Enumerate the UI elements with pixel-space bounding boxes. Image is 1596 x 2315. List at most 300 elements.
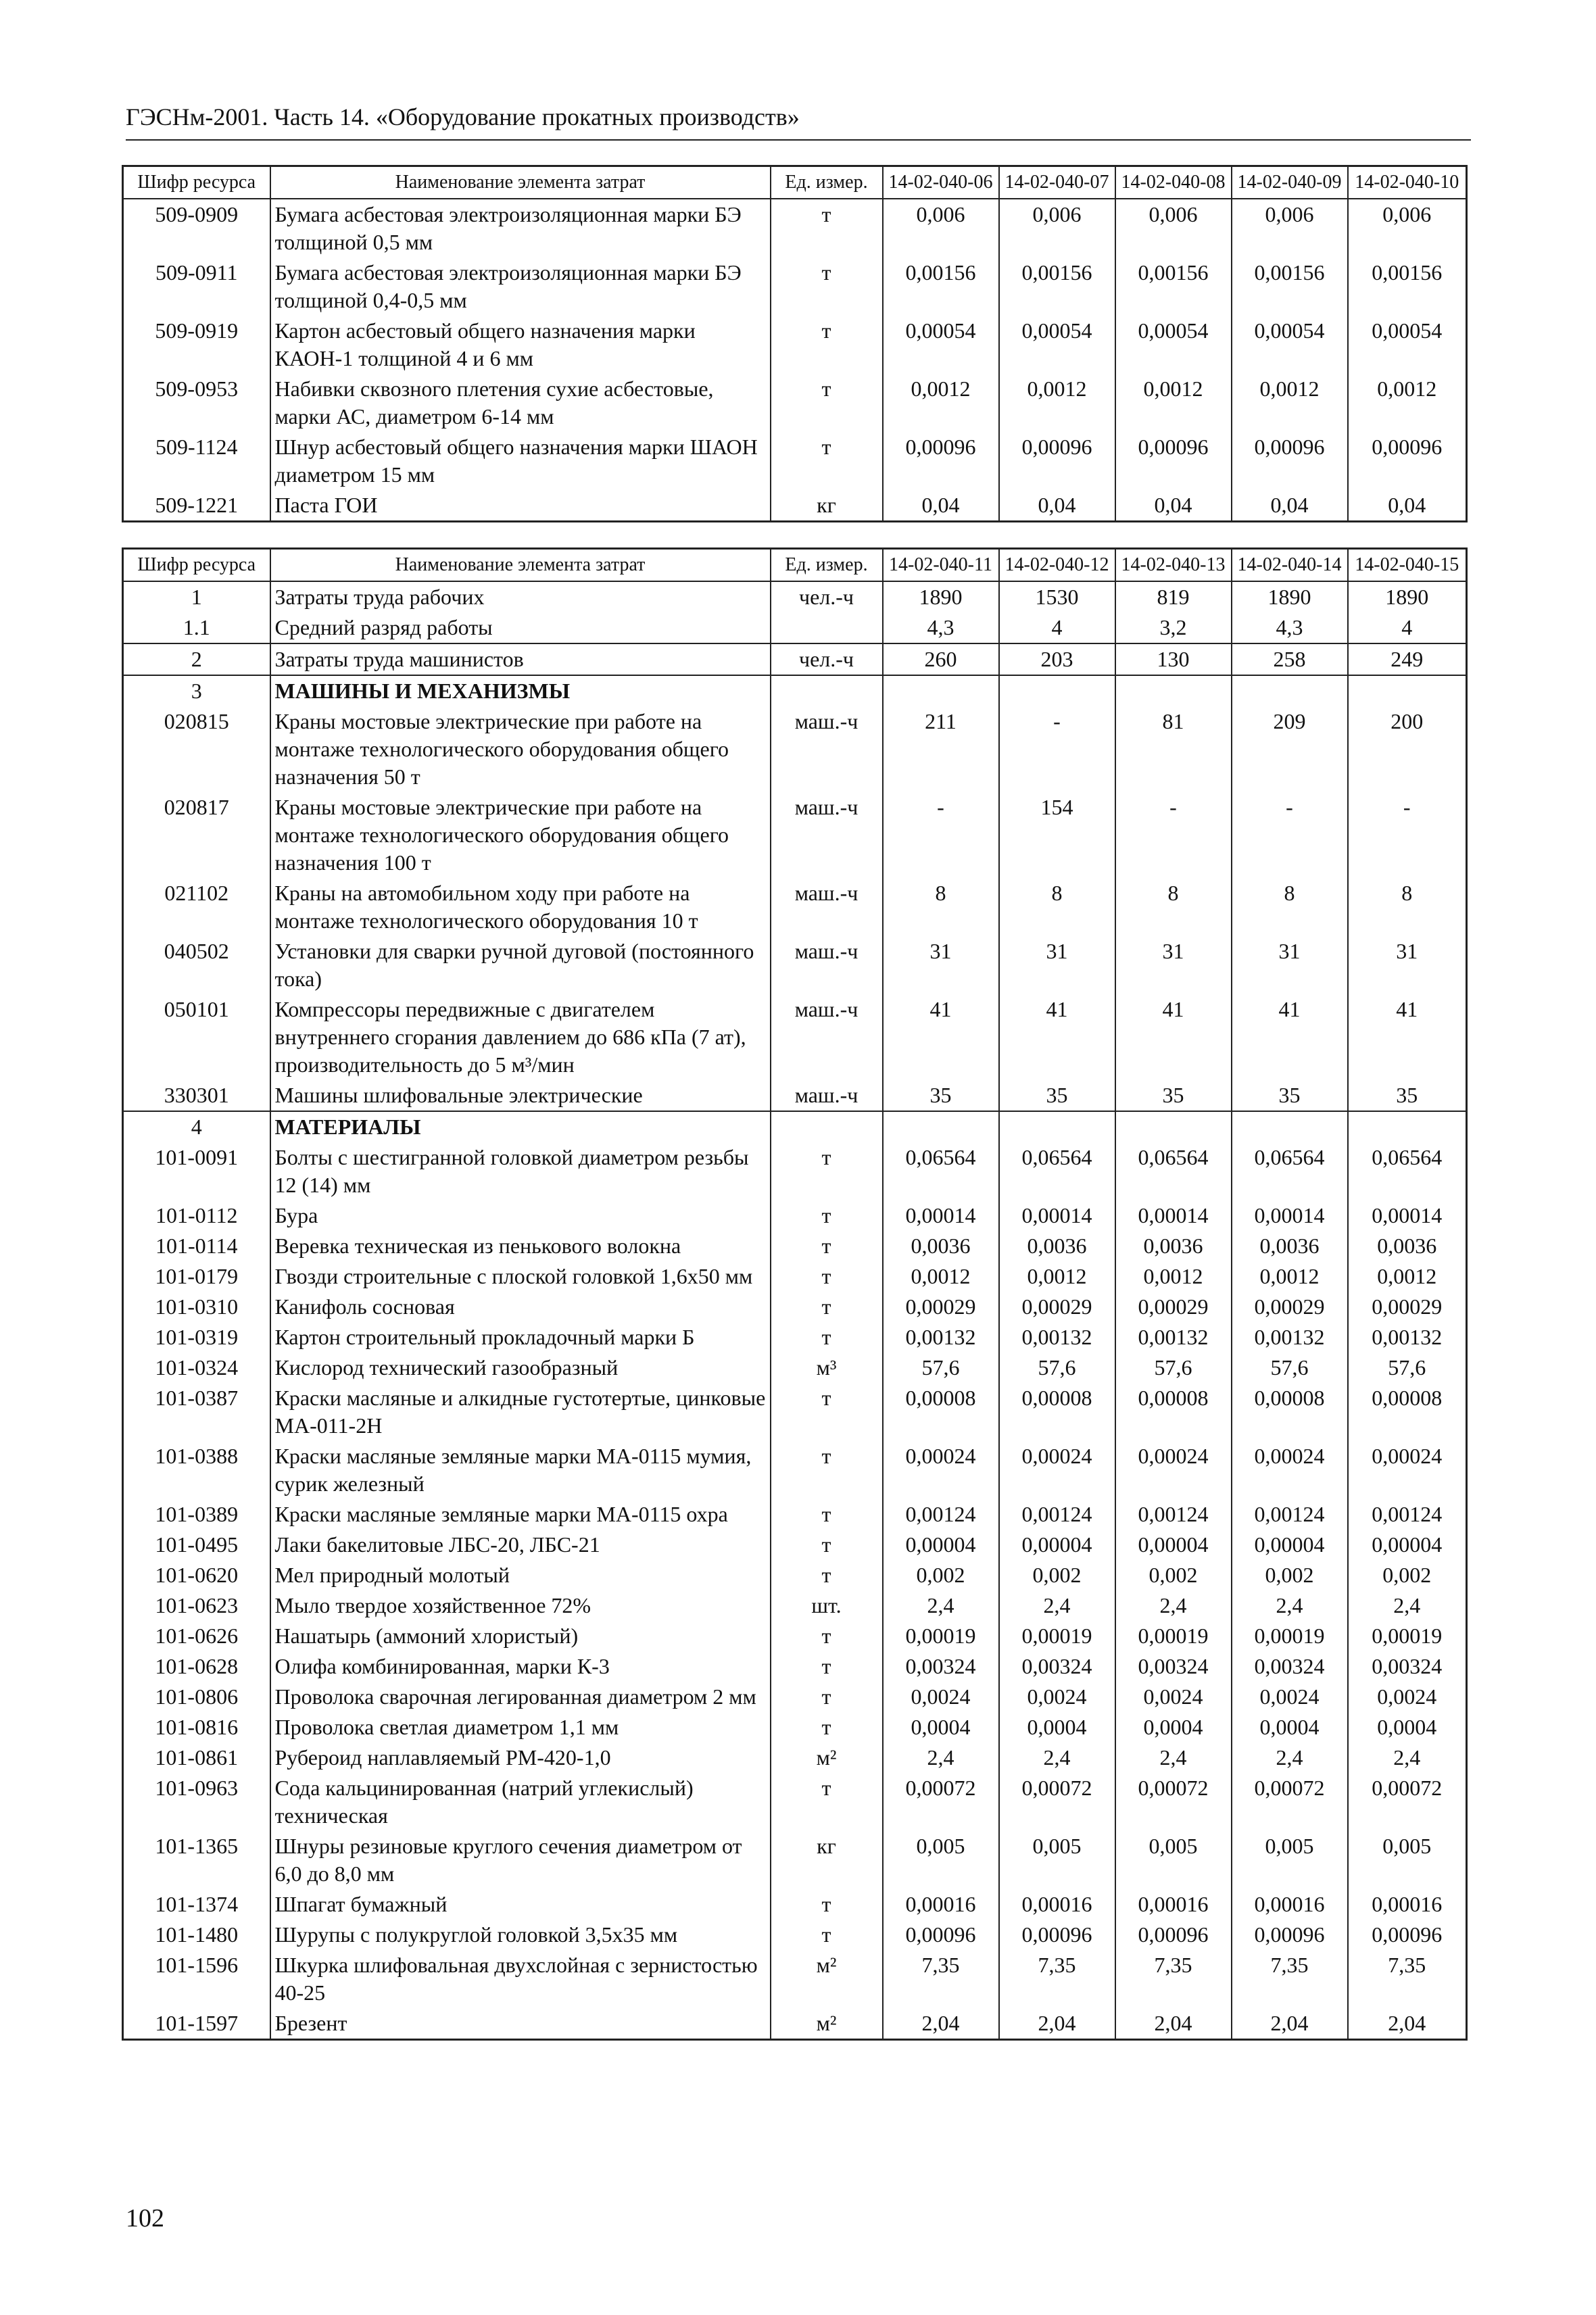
value-cell: 57,6 [883, 1353, 999, 1383]
value-cell: 209 [1232, 706, 1348, 792]
value-cell: 2,4 [1115, 1590, 1232, 1621]
unit-cell: т [771, 1231, 883, 1261]
table-row [123, 432, 1467, 490]
value-cell: 0,0012 [1115, 374, 1232, 432]
table-row [123, 1831, 1467, 1889]
resource-name-cell: Проволока светлая диаметром 1,1 мм [270, 1712, 771, 1743]
value-cell: 35 [1115, 1080, 1232, 1111]
value-cell: - [1232, 792, 1348, 878]
resource-name-cell: Брезент [270, 2008, 771, 2040]
value-cell: 0,002 [999, 1560, 1115, 1590]
value-cell: 0,00004 [1115, 1530, 1232, 1560]
unit-cell: т [771, 316, 883, 374]
resource-code-cell: 101-1597 [123, 2008, 270, 2040]
table-2-body [123, 581, 1467, 2040]
value-cell: 0,00096 [1115, 432, 1232, 490]
resource-code-cell: 509-0909 [123, 199, 270, 258]
table-row [123, 1292, 1467, 1322]
value-cell: 0,0012 [999, 374, 1115, 432]
resource-name-cell: Краны мостовые электрические при работе на монтаже технологического оборудования общего назначения 50 т [270, 706, 771, 792]
value-cell: 0,005 [883, 1831, 999, 1889]
unit-cell: м² [771, 1950, 883, 2008]
resource-code-cell: 509-1221 [123, 490, 270, 522]
unit-cell: маш.-ч [771, 936, 883, 994]
value-cell: 0,00016 [1232, 1889, 1348, 1920]
resource-name-cell: Кислород технический газообразный [270, 1353, 771, 1383]
value-cell: 31 [883, 936, 999, 994]
value-cell: 1890 [1348, 581, 1467, 612]
value-cell: 0,00024 [999, 1441, 1115, 1499]
value-cell: 7,35 [1115, 1950, 1232, 2008]
resource-name-cell: Веревка техническая из пенькового волокна [270, 1231, 771, 1261]
value-cell: 0,0004 [1348, 1712, 1467, 1743]
table-row [123, 1651, 1467, 1682]
value-cell: 4,3 [1232, 612, 1348, 643]
unit-cell: шт. [771, 1590, 883, 1621]
table-1-body [123, 199, 1467, 522]
table-row [123, 792, 1467, 878]
value-cell: 0,00096 [1232, 432, 1348, 490]
resource-name-cell: Гвозди строительные с плоской головкой 1,6x50 мм [270, 1261, 771, 1292]
value-cell: 0,00156 [883, 258, 999, 316]
table-row [123, 1322, 1467, 1353]
table-row [123, 612, 1467, 643]
resource-name-cell: Средний разряд работы [270, 612, 771, 643]
table-row [123, 936, 1467, 994]
unit-cell: т [771, 1200, 883, 1231]
value-cell: 0,006 [999, 199, 1115, 258]
table-row [123, 258, 1467, 316]
resource-code-cell: 2 [123, 643, 270, 675]
value-cell: 2,4 [1115, 1743, 1232, 1773]
resource-code-cell: 101-0628 [123, 1651, 270, 1682]
value-cell: 0,00054 [1348, 316, 1467, 374]
resource-name-cell: Картон асбестовый общего назначения марки КАОН-1 толщиной 4 и 6 мм [270, 316, 771, 374]
unit-cell: т [771, 1322, 883, 1353]
unit-cell: т [771, 1142, 883, 1200]
value-cell: 2,04 [1115, 2008, 1232, 2040]
col-header-value: 14-02-040-13 [1115, 549, 1232, 582]
resource-name-cell: Затраты труда машинистов [270, 643, 771, 675]
value-cell: 0,00096 [1115, 1920, 1232, 1950]
table-row [123, 1590, 1467, 1621]
value-cell: 0,00072 [883, 1773, 999, 1831]
resource-code-cell: 101-0324 [123, 1353, 270, 1383]
value-cell: 0,00054 [999, 316, 1115, 374]
table-row [123, 1353, 1467, 1383]
value-cell [1348, 1111, 1467, 1142]
value-cell: 0,00132 [883, 1322, 999, 1353]
resource-name-cell: Компрессоры передвижные с двигателем внутреннего сгорания давлением до 686 кПа (7 ат), производительность до 5 м³/мин [270, 994, 771, 1080]
unit-cell: т [771, 1889, 883, 1920]
unit-cell: м³ [771, 1353, 883, 1383]
value-cell: 81 [1115, 706, 1232, 792]
value-cell: 258 [1232, 643, 1348, 675]
value-cell: 0,005 [999, 1831, 1115, 1889]
value-cell: 57,6 [1348, 1353, 1467, 1383]
value-cell: 0,00016 [1115, 1889, 1232, 1920]
unit-cell [771, 675, 883, 706]
resource-name-cell: Машины шлифовальные электрические [270, 1080, 771, 1111]
value-cell: 0,06564 [1348, 1142, 1467, 1200]
value-cell: 8 [999, 878, 1115, 936]
value-cell: 0,00156 [999, 258, 1115, 316]
col-header-value: 14-02-040-15 [1348, 549, 1467, 582]
value-cell: 35 [999, 1080, 1115, 1111]
value-cell: 0,0004 [1232, 1712, 1348, 1743]
unit-cell: т [771, 1651, 883, 1682]
value-cell: 0,00132 [999, 1322, 1115, 1353]
col-header-name: Наименование элемента затрат [270, 549, 771, 582]
unit-cell: т [771, 1292, 883, 1322]
table-row [123, 643, 1467, 675]
value-cell: 31 [999, 936, 1115, 994]
value-cell [883, 675, 999, 706]
resource-name-cell: Установки для сварки ручной дуговой (постоянного тока) [270, 936, 771, 994]
value-cell: 1890 [883, 581, 999, 612]
resource-name-cell: Нашатырь (аммоний хлористый) [270, 1621, 771, 1651]
unit-cell: т [771, 1560, 883, 1590]
resource-code-cell: 101-0816 [123, 1712, 270, 1743]
resource-name-cell: Шурупы с полукруглой головкой 3,5x35 мм [270, 1920, 771, 1950]
value-cell: 8 [883, 878, 999, 936]
resource-name-cell: Картон строительный прокладочный марки Б [270, 1322, 771, 1353]
value-cell: 31 [1115, 936, 1232, 994]
resource-code-cell: 040502 [123, 936, 270, 994]
resource-name-cell: Краски масляные земляные марки МА-0115 охра [270, 1499, 771, 1530]
value-cell: 0,005 [1232, 1831, 1348, 1889]
resource-code-cell: 3 [123, 675, 270, 706]
value-cell: 7,35 [1232, 1950, 1348, 2008]
value-cell: 57,6 [1115, 1353, 1232, 1383]
value-cell: 2,4 [1232, 1590, 1348, 1621]
table-header-row [123, 166, 1467, 199]
resource-code-cell: 101-0623 [123, 1590, 270, 1621]
value-cell: 31 [1348, 936, 1467, 994]
unit-cell: чел.-ч [771, 643, 883, 675]
col-header-value: 14-02-040-09 [1232, 166, 1348, 199]
value-cell: 0,00024 [883, 1441, 999, 1499]
table-row [123, 1712, 1467, 1743]
value-cell: 0,00004 [883, 1530, 999, 1560]
value-cell: 0,00072 [1232, 1773, 1348, 1831]
value-cell [1232, 1111, 1348, 1142]
value-cell: 0,00324 [1232, 1651, 1348, 1682]
table-row [123, 1889, 1467, 1920]
value-cell: 0,00096 [883, 432, 999, 490]
value-cell: 2,4 [883, 1590, 999, 1621]
value-cell: 0,00054 [1115, 316, 1232, 374]
value-cell: 0,0012 [1115, 1261, 1232, 1292]
value-cell: 0,06564 [883, 1142, 999, 1200]
resource-code-cell: 509-1124 [123, 432, 270, 490]
value-cell: 0,00124 [999, 1499, 1115, 1530]
value-cell: 0,00029 [883, 1292, 999, 1322]
value-cell: 2,4 [1232, 1743, 1348, 1773]
resource-name-cell: Набивки сквозного плетения сухие асбестовые, марки АС, диаметром 6-14 мм [270, 374, 771, 432]
unit-cell: т [771, 1441, 883, 1499]
resource-code-cell: 101-0389 [123, 1499, 270, 1530]
table-row [123, 1261, 1467, 1292]
value-cell: 0,005 [1348, 1831, 1467, 1889]
value-cell: 7,35 [883, 1950, 999, 2008]
table-row [123, 1920, 1467, 1950]
table-row [123, 1560, 1467, 1590]
resource-name-cell: Олифа комбинированная, марки К-3 [270, 1651, 771, 1682]
resource-code-cell: 1 [123, 581, 270, 612]
value-cell: 0,00004 [1348, 1530, 1467, 1560]
value-cell: 8 [1348, 878, 1467, 936]
unit-cell: маш.-ч [771, 1080, 883, 1111]
table-row [123, 199, 1467, 258]
value-cell: 0,00132 [1232, 1322, 1348, 1353]
value-cell: 0,04 [999, 490, 1115, 522]
table-row [123, 1499, 1467, 1530]
resource-code-cell: 101-0114 [123, 1231, 270, 1261]
value-cell: 7,35 [999, 1950, 1115, 2008]
value-cell: 0,00008 [1115, 1383, 1232, 1441]
col-header-value: 14-02-040-06 [883, 166, 999, 199]
value-cell: 0,00054 [883, 316, 999, 374]
value-cell: 0,00014 [1115, 1200, 1232, 1231]
value-cell: 0,04 [1348, 490, 1467, 522]
value-cell: 0,00019 [883, 1621, 999, 1651]
value-cell: 1530 [999, 581, 1115, 612]
resource-code-cell: 101-0388 [123, 1441, 270, 1499]
value-cell: - [1115, 792, 1232, 878]
value-cell: 0,00124 [883, 1499, 999, 1530]
resource-code-cell: 101-0806 [123, 1682, 270, 1712]
resource-code-cell: 101-0620 [123, 1560, 270, 1590]
value-cell: 0,06564 [1232, 1142, 1348, 1200]
value-cell: 154 [999, 792, 1115, 878]
unit-cell: т [771, 1920, 883, 1950]
unit-cell: т [771, 1530, 883, 1560]
table-row [123, 1383, 1467, 1441]
resource-code-cell: 101-0091 [123, 1142, 270, 1200]
value-cell: 4 [999, 612, 1115, 643]
value-cell: 0,00014 [999, 1200, 1115, 1231]
value-cell: 0,00029 [999, 1292, 1115, 1322]
table-row [123, 1530, 1467, 1560]
value-cell: 0,00008 [999, 1383, 1115, 1441]
resource-table-2 [122, 547, 1468, 2041]
value-cell: 0,04 [1232, 490, 1348, 522]
value-cell: 0,0036 [883, 1231, 999, 1261]
value-cell: 2,04 [1348, 2008, 1467, 2040]
value-cell: 0,0024 [1115, 1682, 1232, 1712]
resource-name-cell: Бумага асбестовая электроизоляционная марки БЭ толщиной 0,4-0,5 мм [270, 258, 771, 316]
value-cell: 0,00124 [1232, 1499, 1348, 1530]
unit-cell: т [771, 258, 883, 316]
value-cell: 0,00324 [999, 1651, 1115, 1682]
value-cell: 0,00016 [1348, 1889, 1467, 1920]
col-header-value: 14-02-040-12 [999, 549, 1115, 582]
resource-name-cell: Шкурка шлифовальная двухслойная с зернистостью 40-25 [270, 1950, 771, 2008]
table-row [123, 490, 1467, 522]
value-cell: 0,00029 [1348, 1292, 1467, 1322]
value-cell: 0,0012 [883, 1261, 999, 1292]
value-cell: 0,00124 [1115, 1499, 1232, 1530]
value-cell: 0,0004 [999, 1712, 1115, 1743]
table-row [123, 1200, 1467, 1231]
value-cell: 2,04 [883, 2008, 999, 2040]
col-header-unit: Ед. измер. [771, 549, 883, 582]
value-cell: 41 [883, 994, 999, 1080]
resource-code-cell: 101-0963 [123, 1773, 270, 1831]
value-cell: 2,4 [999, 1743, 1115, 1773]
value-cell: 7,35 [1348, 1950, 1467, 2008]
value-cell: 0,0036 [1348, 1231, 1467, 1261]
value-cell: 41 [1348, 994, 1467, 1080]
value-cell: 0,006 [1348, 199, 1467, 258]
value-cell: 35 [883, 1080, 999, 1111]
header-divider [126, 139, 1471, 141]
value-cell: 0,0012 [999, 1261, 1115, 1292]
value-cell: 0,0012 [1232, 374, 1348, 432]
value-cell: 35 [1348, 1080, 1467, 1111]
resource-table-1 [122, 165, 1468, 522]
unit-cell: т [771, 1773, 883, 1831]
value-cell: 0,00004 [999, 1530, 1115, 1560]
resource-name-cell: МАТЕРИАЛЫ [270, 1111, 771, 1142]
value-cell: 0,00124 [1348, 1499, 1467, 1530]
value-cell: 0,04 [883, 490, 999, 522]
value-cell: 200 [1348, 706, 1467, 792]
value-cell: 0,00014 [1348, 1200, 1467, 1231]
resource-name-cell: Бура [270, 1200, 771, 1231]
value-cell: 211 [883, 706, 999, 792]
value-cell: - [883, 792, 999, 878]
value-cell: 819 [1115, 581, 1232, 612]
value-cell: 2,4 [1348, 1743, 1467, 1773]
col-header-value: 14-02-040-07 [999, 166, 1115, 199]
resource-name-cell: Проволока сварочная легированная диаметром 2 мм [270, 1682, 771, 1712]
value-cell: 0,00008 [1348, 1383, 1467, 1441]
value-cell: 0,00016 [999, 1889, 1115, 1920]
value-cell: 0,0012 [1348, 374, 1467, 432]
value-cell [1115, 675, 1232, 706]
resource-code-cell: 101-0319 [123, 1322, 270, 1353]
resource-code-cell: 101-0626 [123, 1621, 270, 1651]
value-cell: 249 [1348, 643, 1467, 675]
value-cell [999, 675, 1115, 706]
table-row [123, 1621, 1467, 1651]
unit-cell: т [771, 432, 883, 490]
unit-cell: т [771, 1383, 883, 1441]
resource-code-cell: 020815 [123, 706, 270, 792]
value-cell: 2,04 [999, 2008, 1115, 2040]
value-cell: 0,0004 [883, 1712, 999, 1743]
value-cell: 0,005 [1115, 1831, 1232, 1889]
value-cell: 0,0036 [1115, 1231, 1232, 1261]
table-row [123, 1231, 1467, 1261]
resource-code-cell: 101-0861 [123, 1743, 270, 1773]
value-cell: - [1348, 792, 1467, 878]
col-header-code: Шифр ресурса [123, 549, 270, 582]
value-cell: 4,3 [883, 612, 999, 643]
unit-cell: маш.-ч [771, 994, 883, 1080]
unit-cell: м² [771, 1743, 883, 1773]
unit-cell: кг [771, 490, 883, 522]
resource-name-cell: Паста ГОИ [270, 490, 771, 522]
resource-code-cell: 101-0387 [123, 1383, 270, 1441]
table-row [123, 374, 1467, 432]
value-cell: 0,00016 [883, 1889, 999, 1920]
value-cell: 0,00019 [1115, 1621, 1232, 1651]
page-number: 102 [126, 2204, 164, 2233]
table-header-row [123, 549, 1467, 582]
resource-name-cell: Краски масляные и алкидные густотертые, цинковые МА-011-2Н [270, 1383, 771, 1441]
value-cell: 8 [1232, 878, 1348, 936]
value-cell: 0,00008 [883, 1383, 999, 1441]
value-cell: 57,6 [999, 1353, 1115, 1383]
value-cell: 0,00156 [1348, 258, 1467, 316]
resource-name-cell: Болты с шестигранной головкой диаметром резьбы 12 (14) мм [270, 1142, 771, 1200]
resource-code-cell: 101-0179 [123, 1261, 270, 1292]
unit-cell: маш.-ч [771, 878, 883, 936]
value-cell: 0,00324 [1348, 1651, 1467, 1682]
value-cell: 2,4 [999, 1590, 1115, 1621]
resource-code-cell: 1.1 [123, 612, 270, 643]
value-cell: 203 [999, 643, 1115, 675]
value-cell: 0,002 [1348, 1560, 1467, 1590]
resource-code-cell: 021102 [123, 878, 270, 936]
unit-cell: маш.-ч [771, 792, 883, 878]
resource-code-cell: 020817 [123, 792, 270, 878]
value-cell: 0,002 [883, 1560, 999, 1590]
table-row [123, 1142, 1467, 1200]
value-cell: 0,00019 [1232, 1621, 1348, 1651]
value-cell: 2,4 [1348, 1590, 1467, 1621]
resource-code-cell: 509-0911 [123, 258, 270, 316]
value-cell: 1890 [1232, 581, 1348, 612]
value-cell: 0,0012 [1348, 1261, 1467, 1292]
value-cell: 0,0024 [1348, 1682, 1467, 1712]
value-cell: 0,0024 [883, 1682, 999, 1712]
resource-name-cell: Бумага асбестовая электроизоляционная марки БЭ толщиной 0,5 мм [270, 199, 771, 258]
value-cell: 4 [1348, 612, 1467, 643]
table-row [123, 316, 1467, 374]
value-cell: 0,00156 [1232, 258, 1348, 316]
value-cell: 0,00054 [1232, 316, 1348, 374]
col-header-value: 14-02-040-08 [1115, 166, 1232, 199]
resource-code-cell: 509-0953 [123, 374, 270, 432]
value-cell: 0,00156 [1115, 258, 1232, 316]
value-cell: 0,00096 [999, 1920, 1115, 1950]
page-header-title: ГЭСНм-2001. Часть 14. «Оборудование прокатных производств» [126, 103, 800, 130]
col-header-name: Наименование элемента затрат [270, 166, 771, 199]
resource-code-cell: 101-1596 [123, 1950, 270, 2008]
table-row [123, 1773, 1467, 1831]
value-cell: - [999, 706, 1115, 792]
resource-name-cell: Канифоль сосновая [270, 1292, 771, 1322]
resource-code-cell: 101-0112 [123, 1200, 270, 1231]
resource-name-cell: Шнур асбестовый общего назначения марки ШАОН диаметром 15 мм [270, 432, 771, 490]
value-cell: 41 [1115, 994, 1232, 1080]
table-row [123, 1682, 1467, 1712]
value-cell: 0,0024 [999, 1682, 1115, 1712]
resource-name-cell: Сода кальцинированная (натрий углекислый) техническая [270, 1773, 771, 1831]
unit-cell: т [771, 1712, 883, 1743]
value-cell: 0,00008 [1232, 1383, 1348, 1441]
value-cell: 0,002 [1115, 1560, 1232, 1590]
value-cell: 0,00029 [1232, 1292, 1348, 1322]
value-cell: 57,6 [1232, 1353, 1348, 1383]
resource-code-cell: 101-0495 [123, 1530, 270, 1560]
value-cell [1232, 675, 1348, 706]
value-cell: 0,00324 [1115, 1651, 1232, 1682]
